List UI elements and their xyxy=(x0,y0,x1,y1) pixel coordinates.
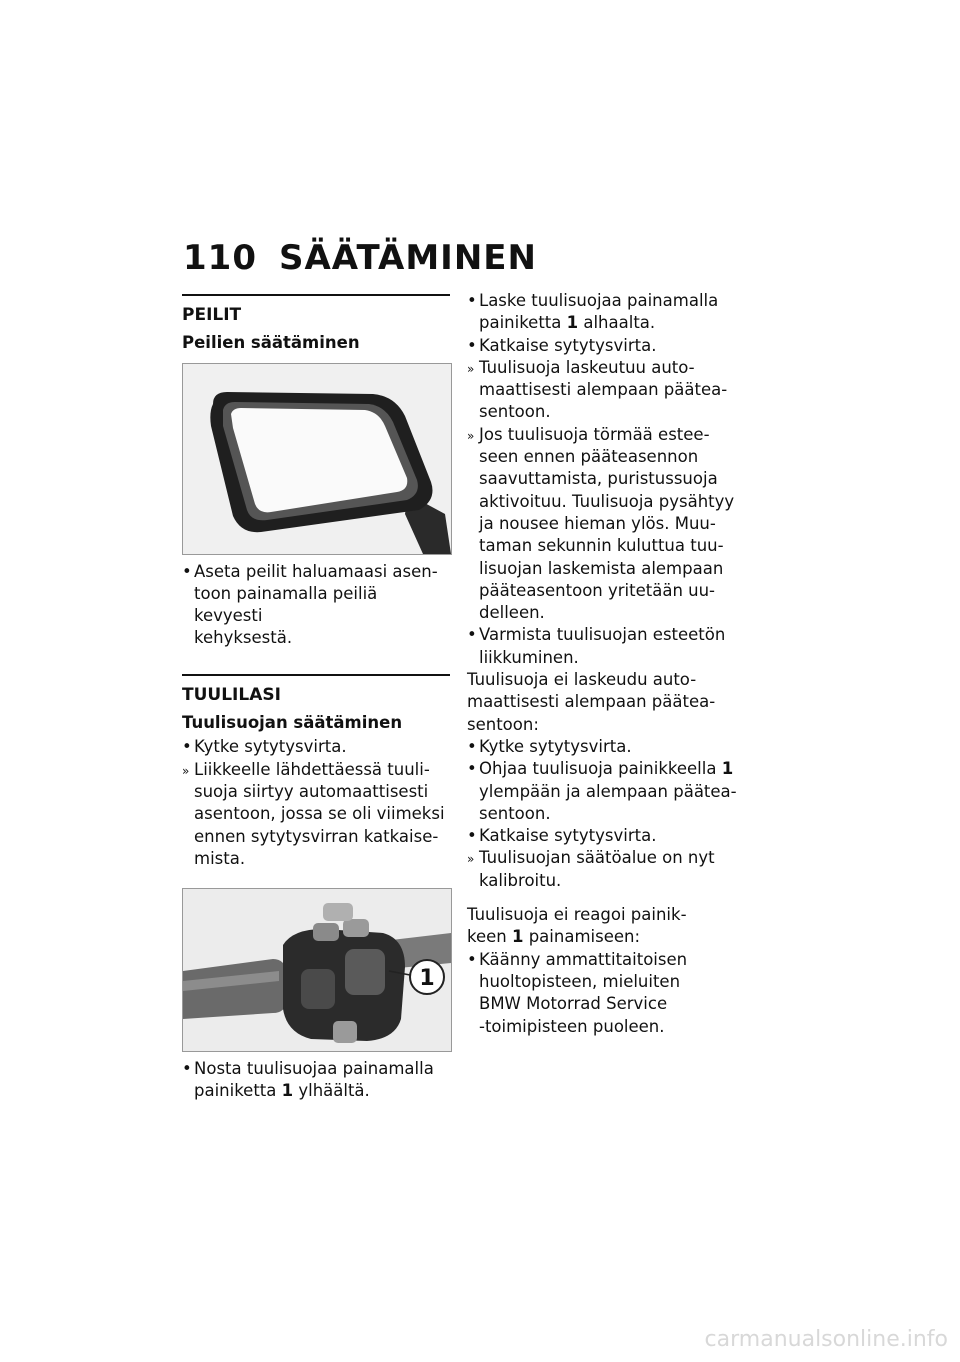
list-item xyxy=(467,335,757,357)
step-line: sentoon. xyxy=(479,803,551,823)
list-item xyxy=(467,949,757,1038)
bullet-mark: • xyxy=(467,335,477,355)
step-line: ennen sytytysvirran katkaise- xyxy=(194,826,439,846)
step-line: Katkaise sytytysvirta. xyxy=(479,826,657,846)
step-line: lisuojan laskemista alempaan xyxy=(479,558,724,578)
step-line: sentoon. xyxy=(479,402,551,422)
result-mark: » xyxy=(467,428,475,443)
step-line: huoltopisteen, mieluiten xyxy=(479,971,681,991)
bullet-mark: • xyxy=(182,1059,192,1079)
step-line: toon painamalla peiliä kevyesti xyxy=(194,583,378,626)
figure-callout-label: 1 xyxy=(419,966,435,992)
para-line xyxy=(467,926,757,948)
step-line: Kytke sytytysvirta. xyxy=(479,736,632,756)
step-line xyxy=(479,312,757,334)
step-line: seen ennen pääteasennon xyxy=(479,447,699,467)
list-item xyxy=(182,736,450,758)
step-line: Jos tuulisuoja törmää estee- xyxy=(479,424,710,444)
bullet-mark: • xyxy=(467,736,477,756)
para-line: sentoon: xyxy=(467,714,539,734)
step-line: Nosta tuulisuojaa painamalla xyxy=(194,1059,434,1079)
step-line: ja nousee hieman ylös. Muu- xyxy=(479,513,716,533)
list-item xyxy=(182,561,450,650)
para-line: Tuulisuoja ei reagoi painik- xyxy=(467,905,687,925)
mirror-figure xyxy=(182,363,452,555)
step-line: ylempään ja alempaan päätea- xyxy=(479,781,737,801)
section-heading-mirrors: PEILIT xyxy=(182,305,242,325)
watermark-url[interactable]: carmanualsonline.info xyxy=(704,1327,948,1352)
bullet-mark: • xyxy=(467,826,477,846)
step-line: Kytke sytytysvirta. xyxy=(194,737,347,757)
handlebar-illustration xyxy=(183,889,451,1051)
step-line: BMW Motorrad Service xyxy=(479,994,668,1014)
bullet-mark: • xyxy=(467,625,477,645)
subheading-windshield-adjust: Tuulisuojan säätäminen xyxy=(182,713,403,733)
step-line: delleen. xyxy=(479,603,545,623)
list-item xyxy=(182,759,450,870)
step-line: saavuttamista, puristussuoja xyxy=(479,469,718,489)
handlebar-figure xyxy=(182,888,452,1052)
paragraph xyxy=(467,669,757,736)
para-text: painamiseen: xyxy=(523,927,641,947)
list-item xyxy=(467,357,757,424)
chapter-title: SÄÄTÄMINEN xyxy=(279,238,537,278)
step-line: Katkaise sytytysvirta. xyxy=(479,335,657,355)
step-line: kehyksestä. xyxy=(194,628,293,648)
step-line: aktivoituu. Tuulisuoja pysähtyy xyxy=(479,491,735,511)
reference-number: 1 xyxy=(566,313,579,333)
left-column xyxy=(182,294,450,1103)
step-line: mista. xyxy=(194,848,246,868)
list-item xyxy=(467,736,757,758)
page-number: 110 xyxy=(183,238,257,278)
bullet-mark: • xyxy=(467,291,477,310)
para-line: maattisesti alempaan päätea- xyxy=(467,692,716,712)
result-mark: » xyxy=(182,763,190,778)
step-line xyxy=(194,1080,450,1102)
bullet-mark: • xyxy=(467,949,477,969)
mirror-illustration xyxy=(183,364,451,554)
para-line: Tuulisuoja ei laskeudu auto- xyxy=(467,670,697,690)
section-rule xyxy=(182,674,450,676)
step-line: maattisesti alempaan päätea- xyxy=(479,380,728,400)
step-line xyxy=(479,758,757,780)
list-item xyxy=(467,290,757,335)
step-line: Varmista tuulisuojan esteetön xyxy=(479,625,726,645)
step-line: Liikkeelle lähdettäessä tuuli- xyxy=(194,759,430,779)
right-column xyxy=(467,290,757,1038)
reference-number: 1 xyxy=(721,759,734,779)
step-line: Laske tuulisuojaa painamalla xyxy=(479,291,719,310)
step-line: Tuulisuojan säätöalue on nyt xyxy=(479,848,715,868)
step-line: -toimipisteen puoleen. xyxy=(479,1016,665,1036)
step-text: ylhäältä. xyxy=(293,1081,370,1101)
list-item xyxy=(467,624,757,669)
section-rule xyxy=(182,294,450,296)
paragraph xyxy=(467,904,757,949)
bullet-mark: • xyxy=(467,759,477,779)
list-item xyxy=(467,758,757,825)
step-text: painiketta xyxy=(479,313,567,333)
para-text: keen xyxy=(467,927,512,947)
result-mark: » xyxy=(467,852,475,867)
step-line: kalibroitu. xyxy=(479,870,562,890)
step-line: suoja siirtyy automaattisesti xyxy=(194,781,429,801)
section-heading-windshield: TUULILASI xyxy=(182,684,281,705)
subheading-mirror-adjust: Peilien säätäminen xyxy=(182,333,360,353)
list-item xyxy=(467,847,757,892)
bullet-mark: • xyxy=(182,737,192,757)
list-item xyxy=(182,1058,450,1103)
step-line: Aseta peilit haluamaasi asen- xyxy=(194,561,438,581)
reference-number: 1 xyxy=(511,927,524,947)
step-text: painiketta xyxy=(194,1081,282,1101)
step-line: Tuulisuoja laskeutuu auto- xyxy=(479,357,695,377)
result-mark: » xyxy=(467,361,475,376)
list-item xyxy=(467,424,757,625)
step-text: Ohjaa tuulisuoja painikkeella xyxy=(479,759,722,779)
step-text: alhaalta. xyxy=(578,313,656,333)
list-item xyxy=(467,825,757,847)
step-line: Käänny ammattitaitoisen xyxy=(479,949,688,969)
page-title xyxy=(183,238,537,278)
reference-number: 1 xyxy=(281,1081,294,1101)
step-line: liikkuminen. xyxy=(479,647,579,667)
step-line: taman sekunnin kuluttua tuu- xyxy=(479,536,724,556)
bullet-mark: • xyxy=(182,561,192,581)
step-line: pääteasentoon yritetään uu- xyxy=(479,580,716,600)
step-line: asentoon, jossa se oli viimeksi xyxy=(194,804,445,824)
